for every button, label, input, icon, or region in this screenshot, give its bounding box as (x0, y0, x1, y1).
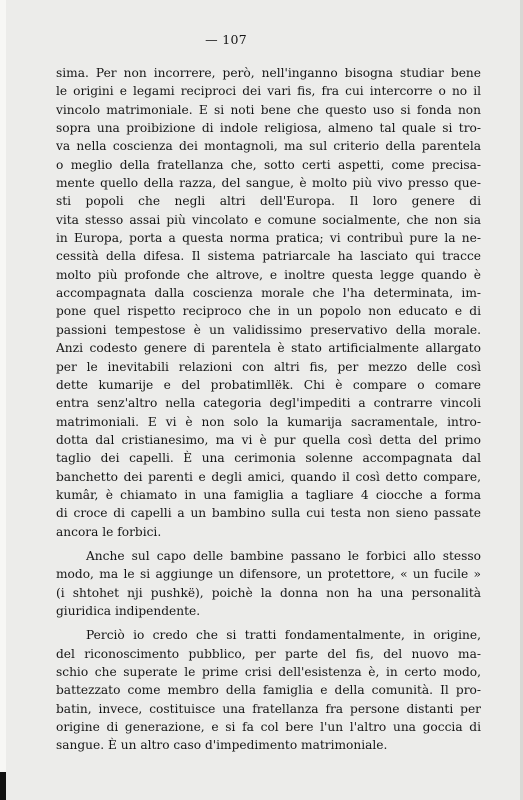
text-line: modo, ma le si aggiunge un difensore, un protettore, « un fucile » (56, 567, 481, 582)
text-line: Perciò io credo che si tratti fondamentalmente, in origine, (86, 628, 481, 643)
text-line: origine di generazione, e si fa col bere l'un l'altro una goccia di (56, 720, 481, 735)
page-gutter (0, 0, 6, 800)
text-line: Anche sul capo delle bambine passano le forbici allo stesso (86, 548, 481, 563)
text-line: per le inevitabili relazioni con altri fis, per mezzo delle così (56, 359, 481, 374)
text-line: banchetto dei parenti e degli amici, quando il così detto compare, (56, 469, 481, 484)
text-line: del riconoscimento pubblico, per parte del fis, del nuovo ma- (56, 646, 481, 661)
paragraph (56, 626, 481, 754)
text-line: matrimoniali. E vi è non solo la kumarija sacramentale, intro- (56, 414, 481, 429)
text-line: mente quello della razza, del sangue, è molto più vivo presso que- (56, 176, 481, 191)
scan-corner-mark (0, 772, 6, 800)
text-line: Anzi codesto genere di parentela è stato artificialmente allargato (56, 341, 481, 356)
text-line: schio che superate le prime crisi dell'esistenza è, in certo modo, (56, 665, 481, 679)
text-line: passioni tempestose è un validissimo preservativo della morale. (56, 322, 481, 337)
text-line: le origini e legami reciproci dei vari fis, fra cui intercorre o no il (56, 84, 481, 99)
text-line: in Europa, porta a questa norma pratica; vi contribuì pure la ne- (56, 231, 481, 246)
body-text (56, 64, 481, 755)
text-line: sima. Per non incorrere, però, nell'inganno bisogna studiar bene (56, 66, 481, 80)
text-line: cessità della difesa. Il sistema patriarcale ha lasciato qui tracce (56, 249, 481, 264)
text-line: sangue. È un altro caso d'impedimento matrimoniale. (56, 738, 388, 753)
text-line: batin, invece, costituisce una fratellanza fra persone distanti per (56, 701, 481, 716)
text-line: di croce di capelli a un bambino sulla cui testa non sieno passate (56, 506, 481, 521)
text-line: entra senz'altro nella categoria degl'impediti a contrarre vincoli (56, 396, 481, 411)
text-line: pone quel rispetto reciproco che in un popolo non educato e di (56, 304, 481, 319)
text-line: taglio dei capelli. È una cerimonia solenne accompagnata dal (56, 451, 481, 466)
text-line: kumâr, è chiamato in una famiglia a tagliare 4 ciocche a forma (56, 487, 481, 502)
text-line: (i shtohet nji pushkë), poichè la donna non ha una personalità (56, 585, 481, 600)
text-line: sopra una proibizione di indole religiosa, almeno tal quale si tro- (56, 121, 481, 136)
text-line: dotta dal cristianesimo, ma vi è pur quella così detta del primo (56, 432, 481, 447)
text-line: giuridica indipendente. (56, 603, 201, 618)
text-line: o meglio della fratellanza che, sotto certi aspetti, come precisa- (56, 157, 481, 172)
text-line: va nella coscienza dei montagnoli, ma sul criterio della parentela (56, 139, 481, 154)
page-number: — 107 (205, 32, 247, 47)
text-line: vincolo matrimoniale. E si noti bene che questo uso si fonda non (56, 102, 481, 117)
paragraph (56, 64, 481, 541)
text-line: dette kumarije e del probatimllëk. Chi è compare o comare (56, 377, 481, 392)
text-line: ancora le forbici. (56, 524, 162, 539)
text-line: battezzato come membro della famiglia e della comunità. Il pro- (56, 683, 481, 698)
text-line: accompagnata dalla coscienza morale che l'ha determinata, im- (56, 286, 481, 301)
text-line: vita stesso assai più vincolato e comune socialmente, che non sia (56, 212, 481, 227)
paragraph (56, 547, 481, 620)
text-line: molto più profonde che altrove, e inoltre questa legge quando è (56, 267, 481, 282)
text-line: sti popoli che negli altri dell'Europa. Il loro genere di (56, 194, 481, 209)
